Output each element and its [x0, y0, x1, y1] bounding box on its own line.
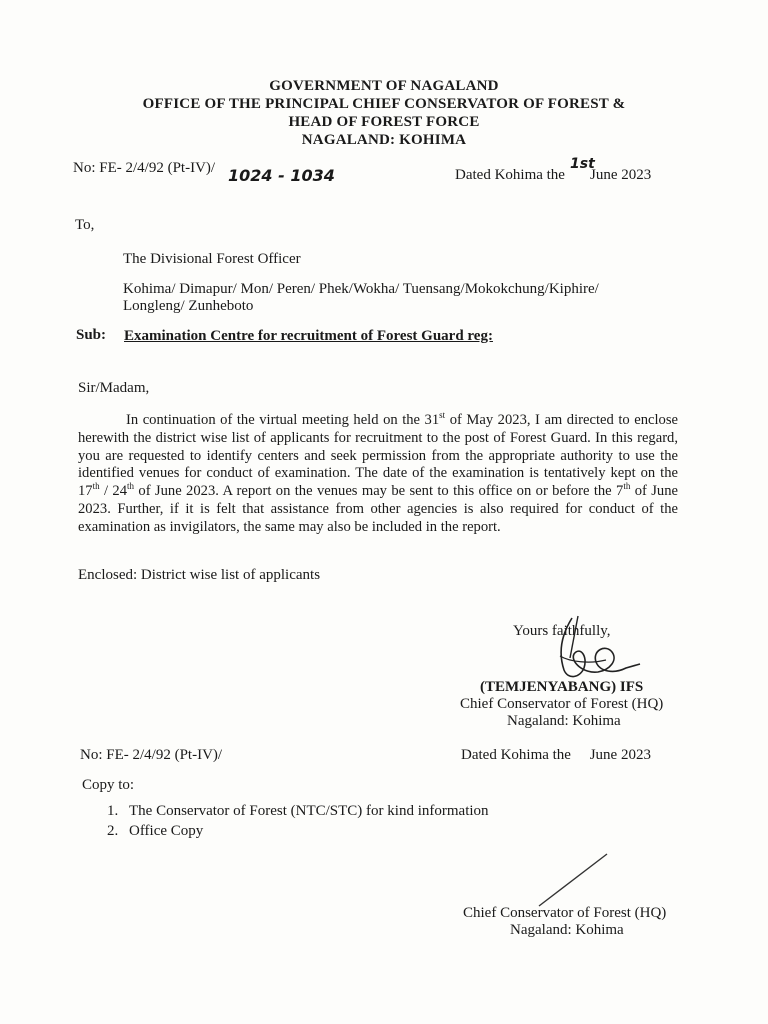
body-sup-1: st [439, 410, 446, 421]
subject-text: Examination Centre for recruitment of Forest Guard reg: [124, 328, 493, 344]
addressee-districts-1: Kohima/ Dimapur/ Mon/ Peren/ Phek/Wokha/ Tuensang/Mokokchung/Kiphire/ [123, 281, 599, 297]
header-line-4: NAGALAND: KOHIMA [301, 132, 467, 148]
dated-prefix: Dated Kohima the [455, 167, 565, 183]
body-text-4: of June 2023. A report on the venues may be sent to this office on or before the 7 [134, 483, 624, 500]
copy-item-2: Office Copy [129, 823, 204, 839]
reference-number: No: FE- 2/4/92 (Pt-IV)/ [73, 160, 216, 176]
body-sup-2: th [92, 481, 100, 492]
handwritten-initial [535, 850, 615, 910]
handwritten-reference: 1024 - 1034 [228, 166, 335, 185]
copy-dated: Dated Kohima the June 2023 [461, 747, 651, 763]
copy-item-1-number: 1. [107, 803, 119, 819]
copy-to-label: Copy to: [82, 777, 135, 793]
copy-reference-number: No: FE- 2/4/92 (Pt-IV)/ [80, 747, 223, 763]
body-paragraph [78, 412, 678, 537]
salutation: Sir/Madam, [78, 380, 150, 396]
closing: Yours faithfully, [513, 623, 611, 639]
header-line-2: OFFICE OF THE PRINCIPAL CHIEF CONSERVATOR OF FOREST & [142, 96, 626, 112]
body-text-2: of May 2023, I am directed to enclose herewith the district wise list of applicants for recruitment to the post of Forest Guard. In this regard, you are requested to identify centers and seek permission from the appropriate authority to use the identified venues for conduct of examination. The date of the examination is tentatively kept on the 17 [78, 412, 678, 500]
copy-item-2-number: 2. [107, 823, 119, 839]
signatory-designation: Chief Conservator of Forest (HQ) [460, 696, 664, 712]
addressee-districts-2: Longleng/ Zunheboto [123, 298, 254, 314]
subject-label: Sub: [76, 327, 107, 343]
dated-suffix: June 2023 [590, 167, 652, 183]
body-sup-4: th [623, 481, 631, 492]
copy-designation: Chief Conservator of Forest (HQ) [463, 905, 667, 921]
body-text-1: In continuation of the virtual meeting held on the 31 [126, 412, 440, 428]
enclosure-note: Enclosed: District wise list of applicants [78, 567, 321, 583]
copy-item-1: The Conservator of Forest (NTC/STC) for kind information [129, 803, 489, 819]
signatory-place: Nagaland: Kohima [507, 713, 621, 729]
body-text-3: / 24 [99, 483, 128, 500]
body-text-5: of June 2023. Further, if it is felt that assistance from other agencies is also required for conduct of the examination as invigilators, the same may also be included in the report. [78, 483, 678, 535]
header-line-3: HEAD OF FOREST FORCE [288, 114, 480, 130]
header-line-1: GOVERNMENT OF NAGALAND [269, 78, 499, 94]
copy-place: Nagaland: Kohima [510, 922, 624, 938]
handwritten-day: 1st [570, 156, 595, 172]
to-label: To, [75, 217, 95, 233]
addressee-officer: The Divisional Forest Officer [123, 251, 301, 267]
body-sup-3: th [127, 481, 135, 492]
signatory-name: (TEMJENYABANG) IFS [480, 679, 644, 695]
